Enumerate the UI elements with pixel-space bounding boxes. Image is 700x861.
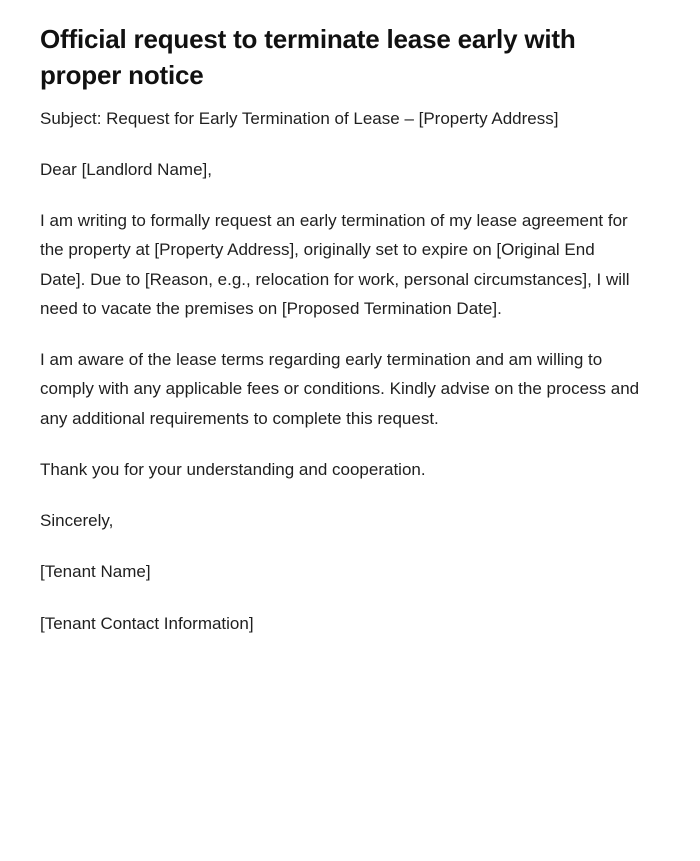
paragraph-thanks: Thank you for your understanding and cooperation. [40, 459, 426, 479]
paragraph-salutation: Dear [Landlord Name], [40, 159, 212, 179]
paragraph-tenant-contact: [Tenant Contact Information] [40, 613, 254, 633]
paragraph-tenant-name: [Tenant Name] [40, 562, 151, 582]
document-body [40, 104, 660, 638]
page-title: Official request to terminate lease early with proper notice [40, 24, 576, 90]
paragraph-terms: I am aware of the lease terms regarding early termination and am willing to comply with any applicable fees or conditions. Kindly advise on the process and any additional requirements to complete this request. [40, 350, 640, 428]
paragraph-subject: Subject: Request for Early Termination of Lease – [Property Address] [40, 108, 559, 128]
paragraph-closing: Sincerely, [40, 511, 114, 531]
paragraph-request: I am writing to formally request an early termination of my lease agreement for the property at [Property Address], originally set to expire on [Original End Date]. Due to [Reason, e.g., relocation for work, personal circumstances], I will need to vacate the premises on [Proposed Termination Date]. [40, 211, 630, 318]
